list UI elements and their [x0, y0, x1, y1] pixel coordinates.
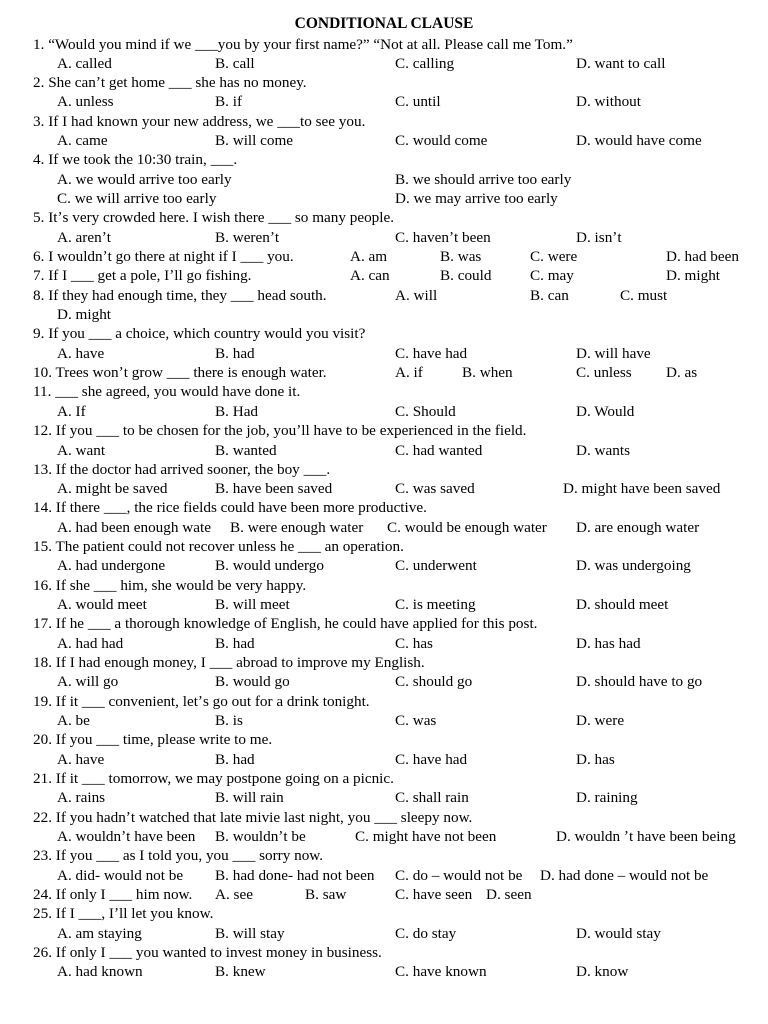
question-text: 1. “Would you mind if we ___you by your first name?” “Not at all. Please call me Tom.” — [33, 36, 573, 53]
question-3 — [0, 112, 768, 131]
question-7 — [0, 266, 768, 285]
option-b: B. when — [462, 364, 513, 381]
question-text: 24. If only I ___ him now. — [33, 886, 193, 903]
option-b: B. is — [215, 712, 243, 729]
option-a: A. might be saved — [57, 480, 168, 497]
option-d: D. without — [576, 93, 641, 110]
option-c: C. has — [395, 635, 433, 652]
option-d: D. should meet — [576, 596, 669, 613]
option-b: B. will stay — [215, 925, 285, 942]
question-text: 5. Itʼs very crowded here. I wish there ___ so many people. — [33, 209, 395, 226]
option-a: A. am — [350, 248, 388, 265]
options-13 — [0, 479, 768, 498]
option-c: C. calling — [395, 55, 455, 72]
question-4 — [0, 150, 768, 169]
question-text: 19. If it ___ convenient, letʼs go out for a drink tonight. — [33, 693, 370, 710]
question-13 — [0, 460, 768, 479]
option-c: C. was — [395, 712, 437, 729]
option-d: D. has had — [576, 635, 641, 652]
option-b: B. Had — [215, 403, 259, 420]
option-b: B. werenʼt — [215, 229, 280, 246]
question-26 — [0, 943, 768, 962]
question-8 — [0, 286, 768, 305]
options-15 — [0, 556, 768, 575]
option-d: D. might have been saved — [563, 480, 721, 497]
options-2 — [0, 92, 768, 111]
options-20 — [0, 750, 768, 769]
question-14 — [0, 498, 768, 517]
options-26 — [0, 962, 768, 981]
option-b: B. were enough water — [230, 519, 364, 536]
option-b: B. we should arrive too early — [395, 171, 572, 188]
option-d: D. should have to go — [576, 673, 703, 690]
option-c: C. shall rain — [395, 789, 469, 806]
option-d: D. as — [666, 364, 698, 381]
options-1 — [0, 54, 768, 73]
option-a: A. can — [350, 267, 390, 284]
option-a: A. be — [57, 712, 90, 729]
option-d: D. isnʼt — [576, 229, 622, 246]
option-d: D. will have — [576, 345, 651, 362]
option-a: A. unless — [57, 93, 114, 110]
question-6 — [0, 247, 768, 266]
option-a: A. called — [57, 55, 112, 72]
option-a: A. rains — [57, 789, 106, 806]
question-text: 12. If you ___ to be chosen for the job, youʼll have to be experienced in the field. — [33, 422, 527, 439]
options-25 — [0, 924, 768, 943]
question-text: 11. ___ she agreed, you would have done it. — [33, 383, 301, 400]
question-9 — [0, 324, 768, 343]
options-3 — [0, 131, 768, 150]
option-d: D. Would — [576, 403, 635, 420]
option-d: D. was undergoing — [576, 557, 691, 574]
question-2 — [0, 73, 768, 92]
option-a: A. want — [57, 442, 106, 459]
question-text: 10. Trees wonʼt grow ___ there is enough water. — [33, 364, 327, 381]
question-text: 22. If you hadnʼt watched that late mivie last night, you ___ sleepy now. — [33, 809, 473, 826]
option-b: B. had done- had not been — [215, 867, 375, 884]
question-22 — [0, 808, 768, 827]
question-19 — [0, 692, 768, 711]
options-9 — [0, 344, 768, 363]
option-a: A. will go — [57, 673, 119, 690]
question-text: 20. If you ___ time, please write to me. — [33, 731, 273, 748]
question-24 — [0, 885, 768, 904]
question-text: 25. If I ___, Iʼll let you know. — [33, 905, 214, 922]
option-b: B. had — [215, 635, 255, 652]
option-c: C. should go — [395, 673, 473, 690]
question-20 — [0, 730, 768, 749]
question-21 — [0, 769, 768, 788]
question-1 — [0, 35, 768, 54]
page-title: CONDITIONAL CLAUSE — [294, 15, 474, 32]
option-c: C. until — [395, 93, 441, 110]
question-text: 4. If we took the 10:30 train, ___. — [33, 151, 238, 168]
option-d: D. has — [576, 751, 615, 768]
question-text: 13. If the doctor had arrived sooner, the boy ___. — [33, 461, 331, 478]
option-c: C. underwent — [395, 557, 477, 574]
options-4-row2 — [0, 189, 768, 208]
question-text: 3. If I had known your new address, we ___to see you. — [33, 113, 366, 130]
options-8-row2 — [0, 305, 768, 324]
question-10 — [0, 363, 768, 382]
option-c: C. unless — [576, 364, 632, 381]
option-b: B. wouldnʼt be — [215, 828, 306, 845]
question-23 — [0, 846, 768, 865]
option-d: D. we may arrive too early — [395, 190, 558, 207]
option-c: C. was saved — [395, 480, 475, 497]
option-b: B. will rain — [215, 789, 284, 806]
option-b: B. if — [215, 93, 243, 110]
option-a: A. have — [57, 751, 105, 768]
option-c: C. do stay — [395, 925, 457, 942]
options-23 — [0, 866, 768, 885]
question-text: 26. If only I ___ you wanted to invest money in business. — [33, 944, 382, 961]
option-a: A. had been enough wate — [57, 519, 211, 536]
question-text: 2. She canʼt get home ___ she has no money. — [33, 74, 307, 91]
question-5 — [0, 208, 768, 227]
option-c: C. would be enough water — [387, 519, 547, 536]
question-text: 15. The patient could not recover unless he ___ an operation. — [33, 538, 404, 555]
question-16 — [0, 576, 768, 595]
option-d: D. seen — [486, 886, 532, 903]
option-d: D. would stay — [576, 925, 661, 942]
option-c: C. have seen — [395, 886, 473, 903]
question-25 — [0, 904, 768, 923]
question-text: 9. If you ___ a choice, which country would you visit? — [33, 325, 366, 342]
option-c: C. Should — [395, 403, 456, 420]
option-a: A. if — [395, 364, 423, 381]
options-17 — [0, 634, 768, 653]
options-5 — [0, 228, 768, 247]
option-a: A. did- would not be — [57, 867, 184, 884]
option-b: B. will come — [215, 132, 294, 149]
options-18 — [0, 672, 768, 691]
option-d: D. might — [57, 306, 112, 323]
option-a: A. will — [395, 287, 438, 304]
question-text: 23. If you ___ as I told you, you ___ sorry now. — [33, 847, 324, 864]
question-11 — [0, 382, 768, 401]
question-text: 18. If I had enough money, I ___ abroad to improve my English. — [33, 654, 425, 671]
question-text: 7. If I ___ get a pole, Iʼll go fishing. — [33, 267, 252, 284]
option-a: A. have — [57, 345, 105, 362]
option-b: B. can — [530, 287, 569, 304]
option-a: A. we would arrive too early — [57, 171, 232, 188]
option-c: C. might have not been — [355, 828, 497, 845]
option-c: C. have known — [395, 963, 487, 980]
option-d: D. might — [666, 267, 721, 284]
question-text: 8. If they had enough time, they ___ head south. — [33, 287, 327, 304]
option-c: C. do – would not be — [395, 867, 523, 884]
option-b: B. have been saved — [215, 480, 333, 497]
option-b: B. knew — [215, 963, 266, 980]
option-b: B. will meet — [215, 596, 290, 613]
option-d: D. were — [576, 712, 625, 729]
option-c: C. have had — [395, 345, 468, 362]
option-c: C. havenʼt been — [395, 229, 491, 246]
option-d: D. want to call — [576, 55, 666, 72]
question-15 — [0, 537, 768, 556]
option-a: A. would meet — [57, 596, 147, 613]
question-text: 14. If there ___, the rice fields could have been more productive. — [33, 499, 427, 516]
option-c: C. had wanted — [395, 442, 483, 459]
options-16 — [0, 595, 768, 614]
option-d: D. wants — [576, 442, 630, 459]
option-b: B. had — [215, 345, 255, 362]
option-d: D. would have come — [576, 132, 702, 149]
question-18 — [0, 653, 768, 672]
question-17 — [0, 614, 768, 633]
option-c: C. is meeting — [395, 596, 476, 613]
option-c: C. we will arrive too early — [57, 190, 217, 207]
option-b: B. would undergo — [215, 557, 324, 574]
option-d: D. raining — [576, 789, 638, 806]
option-a: A. had known — [57, 963, 143, 980]
option-d: D. know — [576, 963, 629, 980]
options-21 — [0, 788, 768, 807]
option-d: D. had done – would not be — [540, 867, 709, 884]
option-d: D. are enough water — [576, 519, 700, 536]
option-b: B. wanted — [215, 442, 277, 459]
option-b: B. saw — [305, 886, 347, 903]
option-b: B. was — [440, 248, 482, 265]
option-a: A. came — [57, 132, 108, 149]
question-text: 17. If he ___ a thorough knowledge of English, he could have applied for this post. — [33, 615, 538, 632]
options-19 — [0, 711, 768, 730]
option-c: C. were — [530, 248, 578, 265]
options-14 — [0, 518, 768, 537]
options-4-row1 — [0, 170, 768, 189]
option-b: B. could — [440, 267, 492, 284]
question-text: 21. If it ___ tomorrow, we may postpone going on a picnic. — [33, 770, 394, 787]
option-a: A. wouldnʼt have been — [57, 828, 196, 845]
option-c: C. must — [620, 287, 668, 304]
option-c: C. may — [530, 267, 574, 284]
option-b: B. call — [215, 55, 255, 72]
options-11 — [0, 402, 768, 421]
option-b: B. had — [215, 751, 255, 768]
options-12 — [0, 441, 768, 460]
option-d: D. wouldn ʼt have been being — [556, 828, 736, 845]
option-a: A. am staying — [57, 925, 142, 942]
option-c: C. would come — [395, 132, 488, 149]
option-a: A. had undergone — [57, 557, 166, 574]
option-d: D. had been — [666, 248, 739, 265]
question-text: 6. I wouldnʼt go there at night if I ___ you. — [33, 248, 294, 265]
option-b: B. would go — [215, 673, 290, 690]
question-text: 16. If she ___ him, she would be very happy. — [33, 577, 307, 594]
option-a: A. arenʼt — [57, 229, 111, 246]
question-12 — [0, 421, 768, 440]
options-22 — [0, 827, 768, 846]
option-a: A. If — [57, 403, 86, 420]
option-a: A. see — [215, 886, 253, 903]
option-a: A. had had — [57, 635, 124, 652]
option-c: C. have had — [395, 751, 468, 768]
